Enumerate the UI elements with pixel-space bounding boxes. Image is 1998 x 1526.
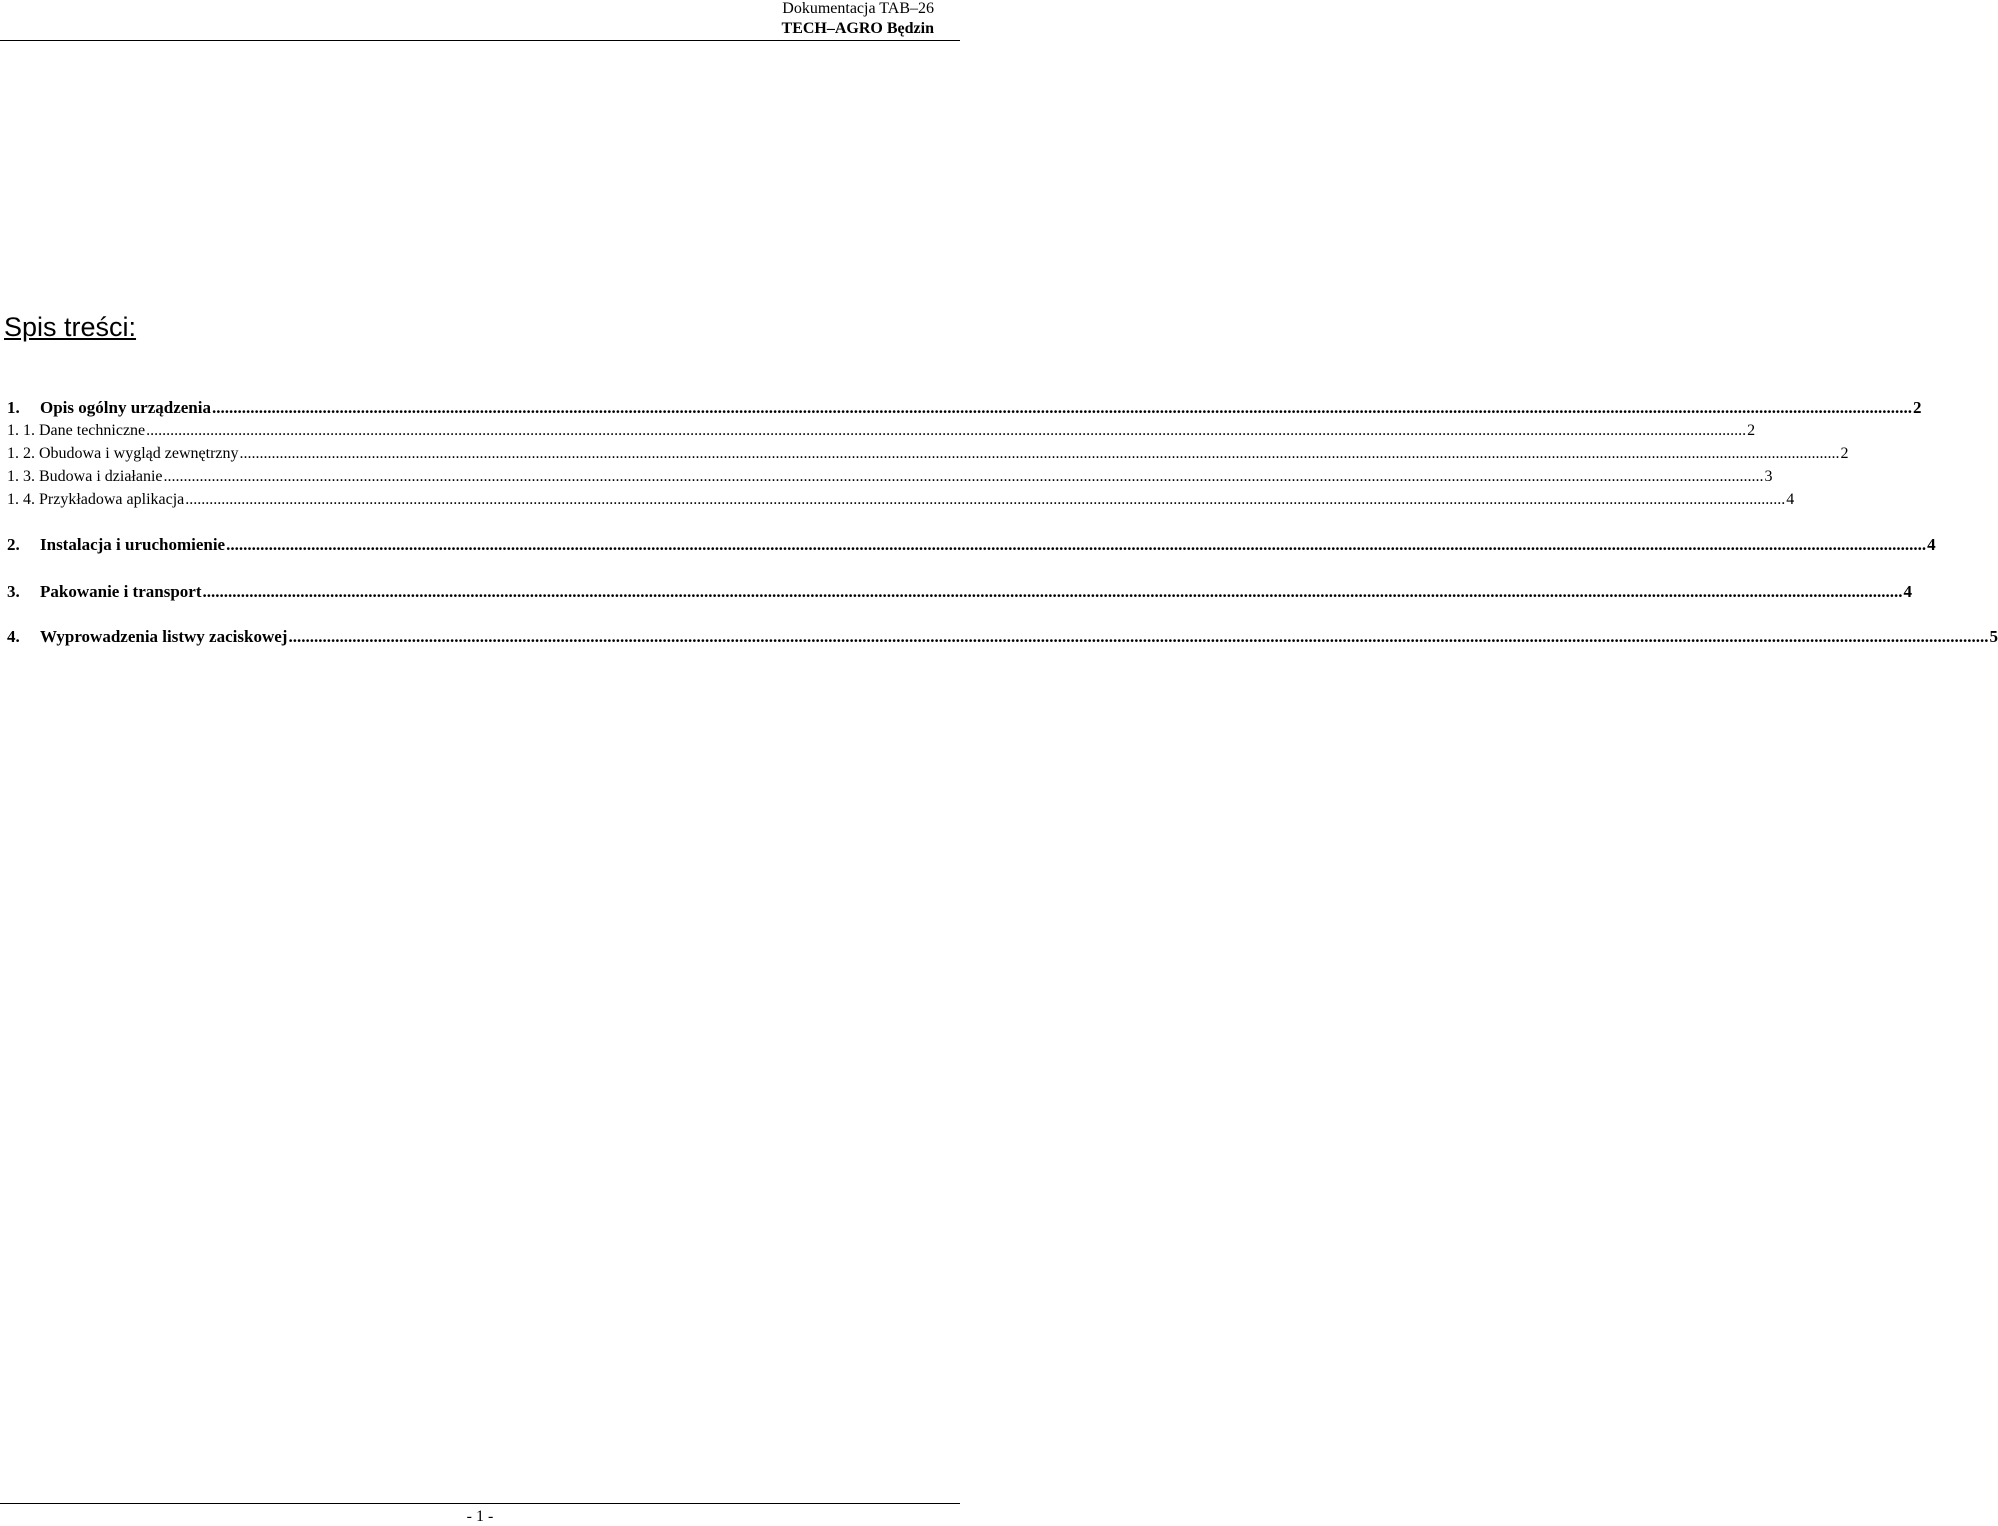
toc-entry-page: 4 (1927, 535, 1936, 554)
toc-entry-page: 2 (1840, 445, 1849, 462)
toc-entry-1-1[interactable] (7, 419, 1756, 441)
toc-dot-leader: ................................................................................................................................................................................................................................................................................................................................................................................................................ (163, 468, 1764, 485)
toc-entry-text: Instalacja i uruchomienie (40, 535, 226, 554)
toc-entry-number: 1. (7, 398, 20, 417)
toc-entry-text: 1. 2. Obudowa i wygląd zewnętrzny (7, 445, 239, 462)
toc-entry-page: 5 (1989, 627, 1998, 646)
toc-entry-1-4[interactable] (7, 488, 1795, 510)
toc-entry-page: 4 (1903, 582, 1912, 601)
toc-entry-2[interactable] (7, 533, 1936, 555)
toc-entry-page: 2 (1747, 422, 1756, 439)
toc-entry-4[interactable] (7, 625, 1998, 647)
toc-title: Spis treści: (4, 312, 137, 342)
toc-entry-text: 1. 1. Dane techniczne (7, 422, 146, 439)
toc-entry-text: Wyprowadzenia listwy zaciskowej (40, 627, 288, 646)
toc-dot-leader: ................................................................................................................................................................................................................................................................................................................................................................................................................ (288, 627, 1989, 646)
header-company-name: TECH–AGRO Będzin (781, 20, 934, 37)
toc-entry-text: 1. 3. Budowa i działanie (7, 468, 163, 485)
toc-entry-number: 4. (7, 627, 20, 646)
toc-entry-3[interactable] (7, 580, 1912, 602)
toc-entry-number: 2. (7, 535, 20, 554)
toc-entry-page: 4 (1786, 491, 1795, 508)
toc-entry-text: 1. 4. Przykładowa aplikacja (7, 491, 185, 508)
toc-entry-page: 2 (1912, 398, 1922, 417)
toc-dot-leader: ................................................................................................................................................................................................................................................................................................................................................................................................................ (146, 422, 1747, 439)
toc-dot-leader: ................................................................................................................................................................................................................................................................................................................................................................................................................ (239, 445, 1840, 462)
toc-dot-leader: ................................................................................................................................................................................................................................................................................................................................................................................................................ (226, 535, 1927, 554)
toc-entry-page: 3 (1764, 468, 1773, 485)
page-number: - 1 - (466, 1508, 494, 1525)
page-header (0, 0, 960, 41)
toc-dot-leader: ................................................................................................................................................................................................................................................................................................................................................................................................................ (185, 491, 1786, 508)
toc-dot-leader: ................................................................................................................................................................................................................................................................................................................................................................................................................ (202, 582, 1903, 601)
toc-entry-1-3[interactable] (7, 465, 1773, 487)
toc-dot-leader: ................................................................................................................................................................................................................................................................................................................................................................................................................ (211, 398, 1912, 417)
page-footer (0, 1503, 960, 1525)
toc-entry-1-2[interactable] (7, 442, 1849, 464)
toc-entry-1[interactable] (7, 396, 1922, 418)
toc-entry-text: Opis ogólny urządzenia (40, 398, 211, 417)
toc-entry-number: 3. (7, 582, 20, 601)
header-document-title: Dokumentacja TAB–26 (782, 0, 934, 17)
toc-entry-text: Pakowanie i transport (40, 582, 202, 601)
